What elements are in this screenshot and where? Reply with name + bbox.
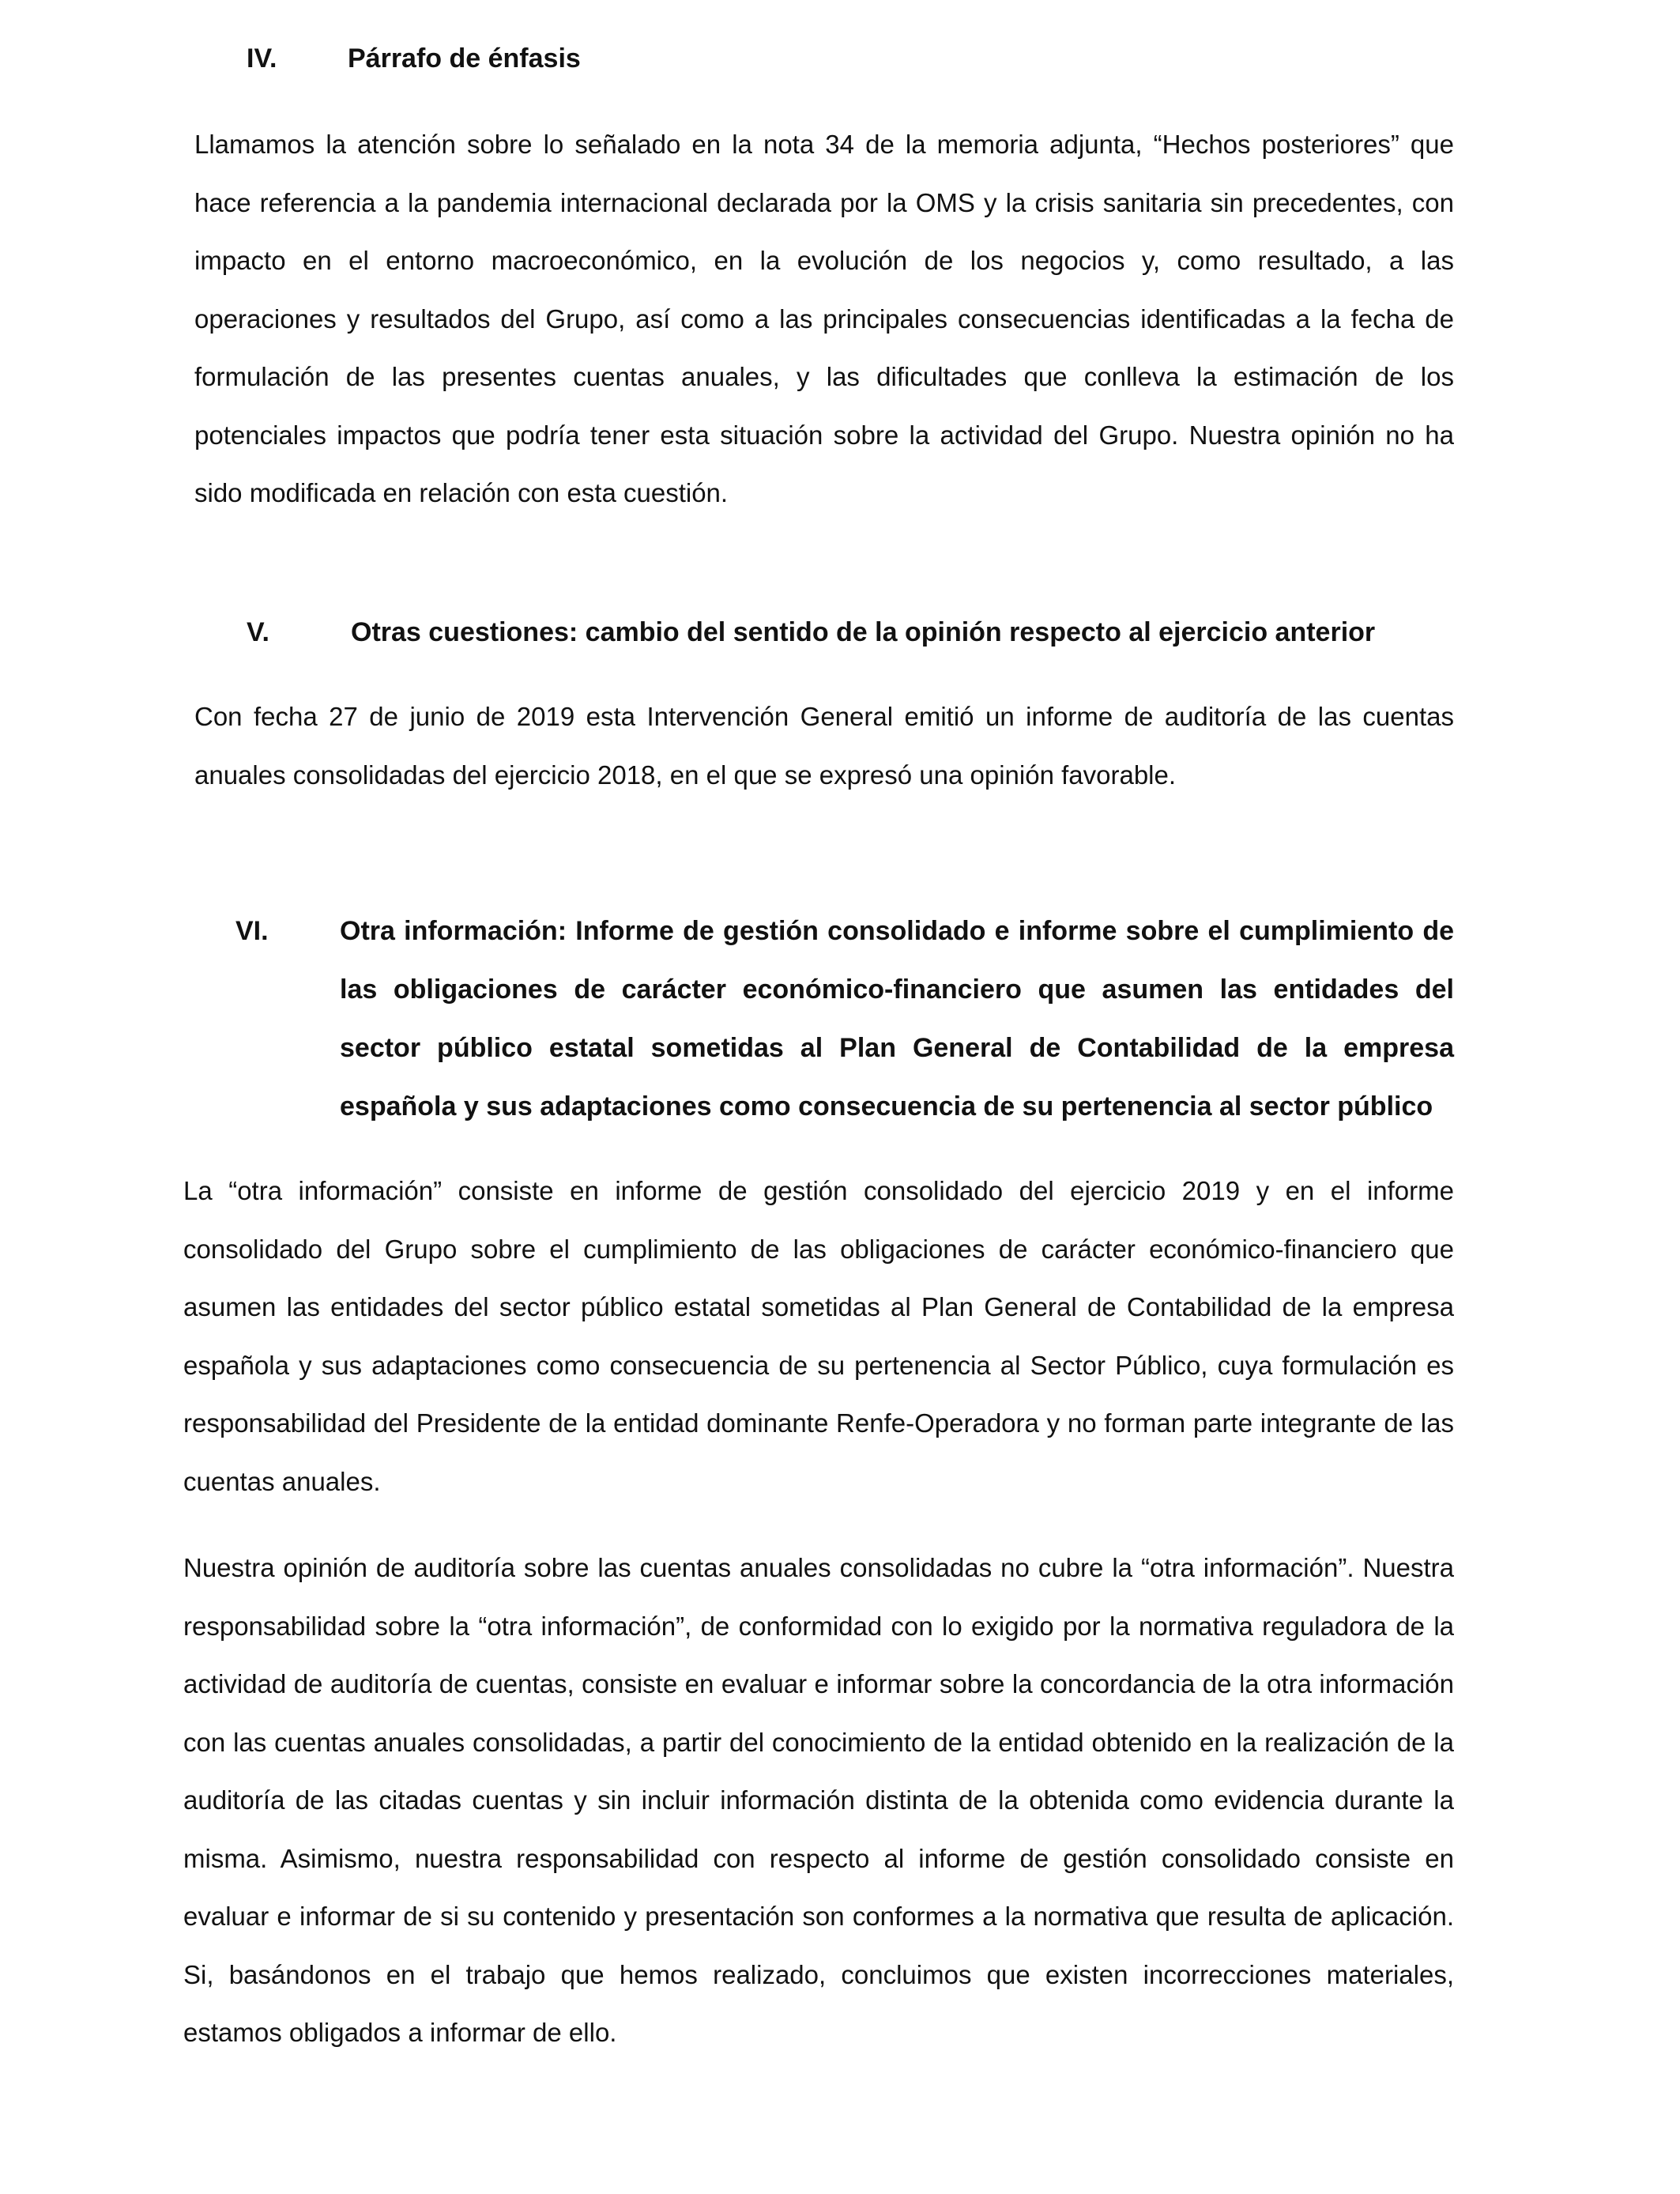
section-vi-number: VI. xyxy=(235,916,269,946)
section-iv-number: IV. xyxy=(247,43,277,74)
section-v-paragraph: Con fecha 27 de junio de 2019 esta Intervención General emitió un informe de auditoría de las cuentas anuales consolidadas del ejercicio 2018, en el que se expresó una opinión favorable. xyxy=(194,702,1454,790)
section-v-number: V. xyxy=(247,617,270,647)
section-iv-title: Párrafo de énfasis xyxy=(348,43,581,74)
section-v-heading xyxy=(247,603,1416,662)
section-iv-heading xyxy=(247,29,642,88)
section-vi-paragraph-1: La “otra información” consiste en informe de gestión consolidado del ejercicio 2019 y en el informe consolidado del Grupo sobre el cumplimiento de las obligaciones de carácter económico-financiero que asumen las entidades del sector público estatal sometidas al Plan General de Contabilidad de la empresa española y sus adaptaciones como consecuencia de su pertenencia al Sector Público, cuya formulación es responsabilidad del Presidente de la entidad dominante Renfe-Operadora y no forman parte integrante de las cuentas anuales. xyxy=(183,1176,1454,1496)
section-iv-paragraph: Llamamos la atención sobre lo señalado en la nota 34 de la memoria adjunta, “Hechos posteriores” que hace referencia a la pandemia internacional declarada por la OMS y la crisis sanitaria sin precedentes, con impacto en el entorno macroeconómico, en la evolución de los negocios y, como resultado, a las operaciones y resultados del Grupo, así como a las principales consecuencias identificadas a la fecha de formulación de las presentes cuentas anuales, y las dificultades que conlleva la estimación de los potenciales impactos que podría tener esta situación sobre la actividad del Grupo. Nuestra opinión no ha sido modificada en relación con esta cuestión. xyxy=(194,130,1454,507)
section-vi-paragraph-2: Nuestra opinión de auditoría sobre las cuentas anuales consolidadas no cubre la “otra información”. Nuestra responsabilidad sobre la “otra información”, de conformidad con lo exigido por la normativa reguladora de la actividad de auditoría de cuentas, consiste en evaluar e informar sobre la concordancia de la otra información con las cuentas anuales consolidadas, a partir del conocimiento de la entidad obtenido en la realización de la auditoría de las citadas cuentas y sin incluir información distinta de la obtenida como evidencia durante la misma. Asimismo, nuestra responsabilidad con respecto al informe de gestión consolidado consiste en evaluar e informar de si su contenido y presentación son conformes a la normativa que resulta de aplicación. Si, basándonos en el trabajo que hemos realizado, concluimos que existen incorrecciones materiales, estamos obligados a informar de ello. xyxy=(183,1553,1454,2047)
section-vi-title: Otra información: Informe de gestión consolidado e informe sobre el cumplimiento de las obligaciones de carácter económico-financiero que asumen las entidades del sector público estatal sometidas al Plan General de Contabilidad de la empresa española y sus adaptaciones como consecuencia de su pertenencia al sector público xyxy=(340,916,1454,1122)
section-vi-heading xyxy=(235,902,1454,1136)
section-v-title: Otras cuestiones: cambio del sentido de la opinión respecto al ejercicio anterior xyxy=(351,617,1376,647)
